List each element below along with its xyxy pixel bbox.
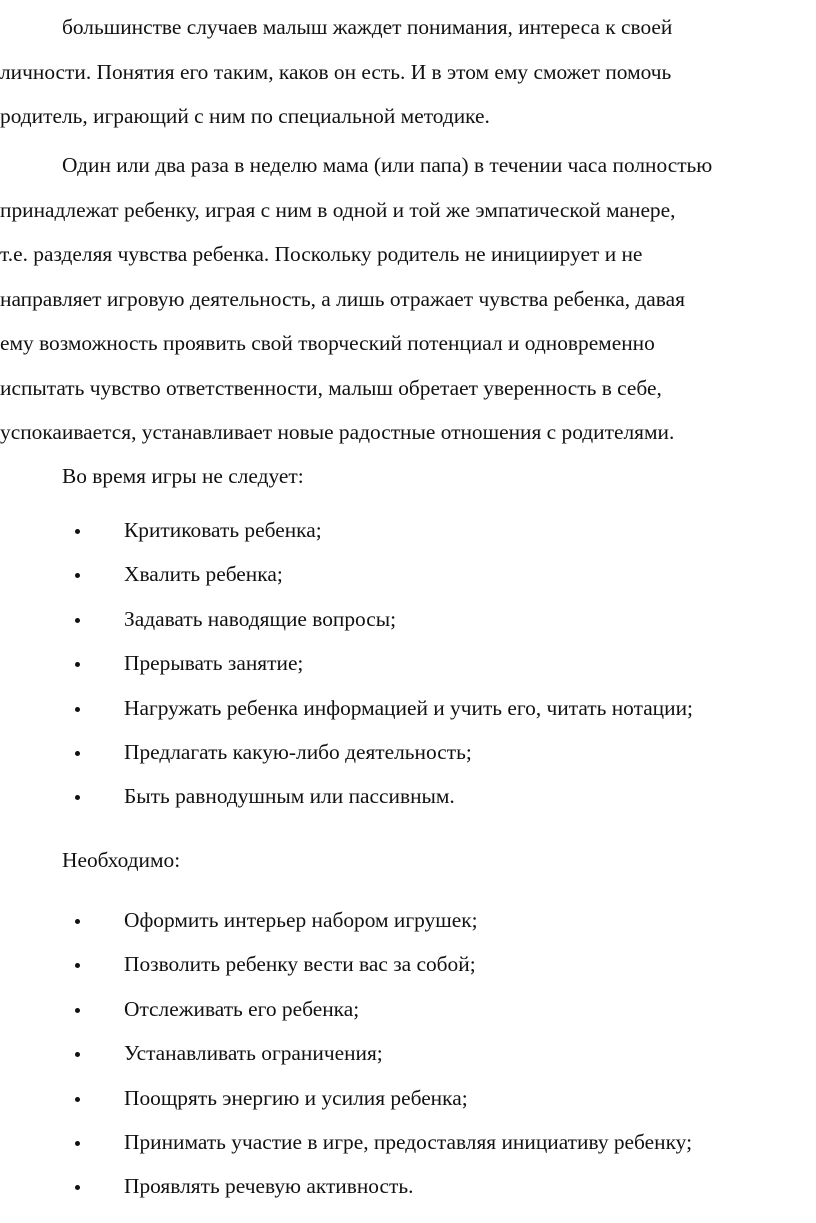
bullet-icon: [75, 919, 80, 924]
paragraph-2: [0, 143, 816, 455]
bullet-icon: [75, 707, 80, 712]
paragraph-1: [0, 5, 816, 139]
list-item-text: Проявлять речевую активность.: [124, 1174, 414, 1199]
donts-heading: Во время игры не следует:: [62, 464, 304, 488]
list-item-text: Оформить интерьер набором игрушек;: [124, 908, 478, 932]
bullet-icon: [75, 529, 80, 534]
dos-heading: Необходимо:: [62, 848, 181, 872]
bullet-icon: [75, 662, 80, 667]
paragraph-line: т.е. разделяя чувства ребенка. Поскольку родитель не инициирует и не: [0, 242, 643, 266]
list-item-text: Хвалить ребенка;: [124, 562, 283, 587]
list-item-text: Нагружать ребенка информацией и учить его, читать нотации;: [124, 695, 693, 720]
list-item-text: Быть равнодушным или пассивным.: [124, 784, 455, 809]
bullet-icon: [75, 1008, 80, 1013]
list-item-text: Прерывать занятие;: [124, 651, 304, 676]
bullet-icon: [75, 1185, 80, 1190]
bullet-icon: [75, 1141, 80, 1146]
list-item-text: Отслеживать его ребенка;: [124, 996, 360, 1021]
list-item-text: Поощрять энергию и усилия ребенка;: [124, 1085, 468, 1110]
list-item-text: Критиковать ребенка;: [124, 518, 322, 542]
bullet-icon: [75, 963, 80, 968]
list-item-text: Позволить ребенку вести вас за собой;: [124, 952, 476, 977]
list-item-text: Устанавливать ограничения;: [124, 1041, 383, 1066]
paragraph-line: личности. Понятия его таким, каков он есть. И в этом ему сможет помочь: [0, 59, 672, 84]
bullet-icon: [75, 573, 80, 578]
list-item-text: Задавать наводящие вопросы;: [124, 606, 397, 631]
paragraph-line: принадлежат ребенку, играя с ним в одной и той же эмпатической манере,: [0, 197, 676, 222]
bullet-icon: [75, 751, 80, 756]
bullet-icon: [75, 1097, 80, 1102]
paragraph-line: направляет игровую деятельность, а лишь отражает чувства ребенка, давая: [0, 286, 685, 311]
bullet-icon: [75, 795, 80, 800]
paragraph-line: испытать чувство ответственности, малыш обретает уверенность в себе,: [0, 375, 662, 400]
list-item-text: Предлагать какую-либо деятельность;: [124, 739, 472, 764]
paragraph-line: большинстве случаев малыш жаждет понимания, интереса к своей: [62, 15, 673, 39]
paragraph-line: успокаивается, устанавливает новые радостные отношения с родителями.: [0, 420, 675, 444]
list-item-text: Принимать участие в игре, предоставляя инициативу ребенку;: [124, 1129, 693, 1154]
bullet-icon: [75, 618, 80, 623]
paragraph-line: родитель, играющий с ним по специальной методике.: [0, 104, 490, 128]
paragraph-line: Один или два раза в неделю мама (или папа) в течении часа полностью: [62, 153, 713, 177]
paragraph-line: ему возможность проявить свой творческий потенциал и одновременно: [0, 331, 655, 355]
bullet-icon: [75, 1052, 80, 1057]
